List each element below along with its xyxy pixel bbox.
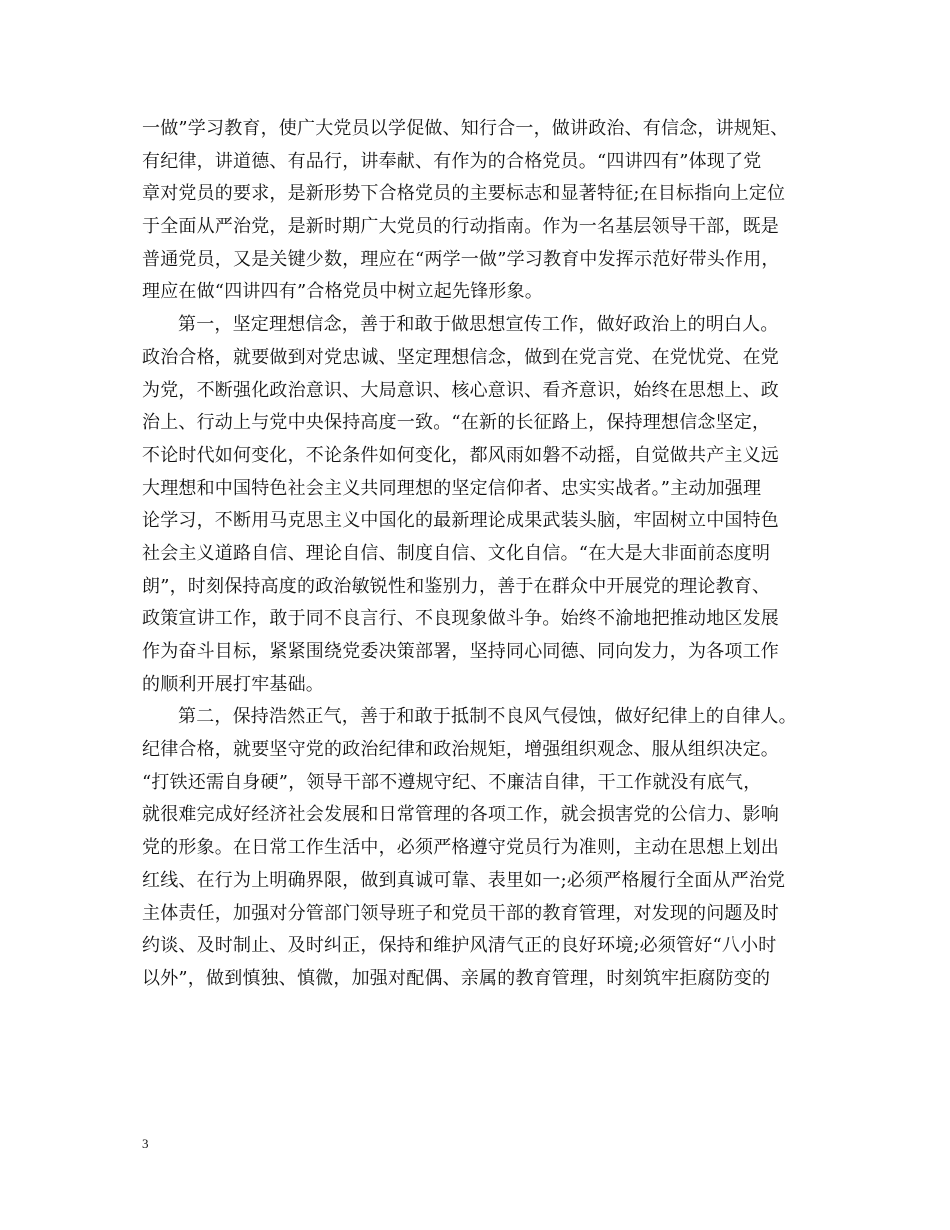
text-line: 主体责任，加强对分管部门领导班子和党员干部的教育管理，对发现的问题及时 bbox=[142, 902, 779, 924]
text-line: 于全面从严治党，是新时期广大党员的行动指南。作为一名基层领导干部，既是 bbox=[142, 216, 779, 238]
text-line: 以外”，做到慎独、慎微，加强对配偶、亲属的教育管理，时刻筑牢拒腐防变的 bbox=[142, 967, 771, 989]
text-line: 社会主义道路自信、理论自信、制度自信、文化自信。“在大是大非面前态度明 bbox=[142, 542, 771, 564]
text-line: 政治合格，就要做到对党忠诚、坚定理想信念，做到在党言党、在党忧党、在党 bbox=[142, 346, 779, 368]
text-line: 就很难完成好经济社会发展和日常管理的各项工作，就会损害党的公信力、影响 bbox=[142, 804, 779, 826]
text-line: 理应在做“四讲四有”合格党员中树立起先锋形象。 bbox=[142, 281, 544, 303]
text-line: 大理想和中国特色社会主义共同理想的坚定信仰者、忠实实战者。”主动加强理 bbox=[142, 477, 762, 499]
text-line: 约谈、及时制止、及时纠正，保持和维护风清气正的良好环境;必须管好“八小时 bbox=[142, 935, 777, 957]
text-line: 不论时代如何变化，不论条件如何变化，都风雨如磐不动摇，自觉做共产主义远 bbox=[142, 444, 779, 466]
text-line: 的顺利开展打牢基础。 bbox=[142, 673, 324, 695]
body-text bbox=[142, 113, 822, 996]
text-line: 为党，不断强化政治意识、大局意识、核心意识、看齐意识，始终在思想上、政 bbox=[142, 379, 779, 401]
text-line: 政策宣讲工作，敢于同不良言行、不良现象做斗争。始终不渝地把推动地区发展 bbox=[142, 608, 779, 630]
text-line: 作为奋斗目标，紧紧围绕党委决策部署，坚持同心同德、同向发力，为各项工作 bbox=[142, 641, 779, 662]
text-line: 有纪律，讲道德、有品行，讲奉献、有作为的合格党员。“四讲四有”体现了党 bbox=[142, 150, 762, 172]
text-line: 党的形象。在日常工作生活中，必须严格遵守党员行为准则，主动在思想上划出 bbox=[142, 837, 779, 859]
text-line: 论学习，不断用马克思主义中国化的最新理论成果武装头脑，牢固树立中国特色 bbox=[142, 510, 779, 532]
text-line: 章对党员的要求，是新形势下合格党员的主要标志和显著特征;在目标指向上定位 bbox=[142, 183, 786, 205]
text-line: 治上、行动上与党中央保持高度一致。“在新的长征路上，保持理想信念坚定， bbox=[142, 412, 771, 434]
text-line: 朗”，时刻保持高度的政治敏锐性和鉴别力，善于在群众中开展党的理论教育、 bbox=[142, 575, 771, 597]
page-number: 3 bbox=[142, 1136, 149, 1151]
text-line: 一做”学习教育，使广大党员以学促做、知行合一，做讲政治、有信念，讲规矩、 bbox=[142, 118, 789, 139]
text-line: 普通党员，又是关键少数，理应在“两学一做”学习教育中发挥示范好带头作用， bbox=[142, 248, 780, 270]
text-line: 纪律合格，就要坚守党的政治纪律和政治规矩，增强组织观念、服从组织决定。 bbox=[142, 739, 779, 761]
paragraph-first-line: 第一，坚定理想信念，善于和敢于做思想宣传工作，做好政治上的明白人。 bbox=[178, 314, 779, 336]
text-line: 红线、在行为上明确界限，做到真诚可靠、表里如一;必须严格履行全面从严治党 bbox=[142, 869, 786, 891]
text-line: “打铁还需自身硬”，领导干部不遵规守纪、不廉洁自律，干工作就没有底气， bbox=[142, 771, 762, 793]
paragraph-first-line: 第二，保持浩然正气，善于和敢于抵制不良风气侵蚀，做好纪律上的自律人。 bbox=[178, 706, 797, 728]
